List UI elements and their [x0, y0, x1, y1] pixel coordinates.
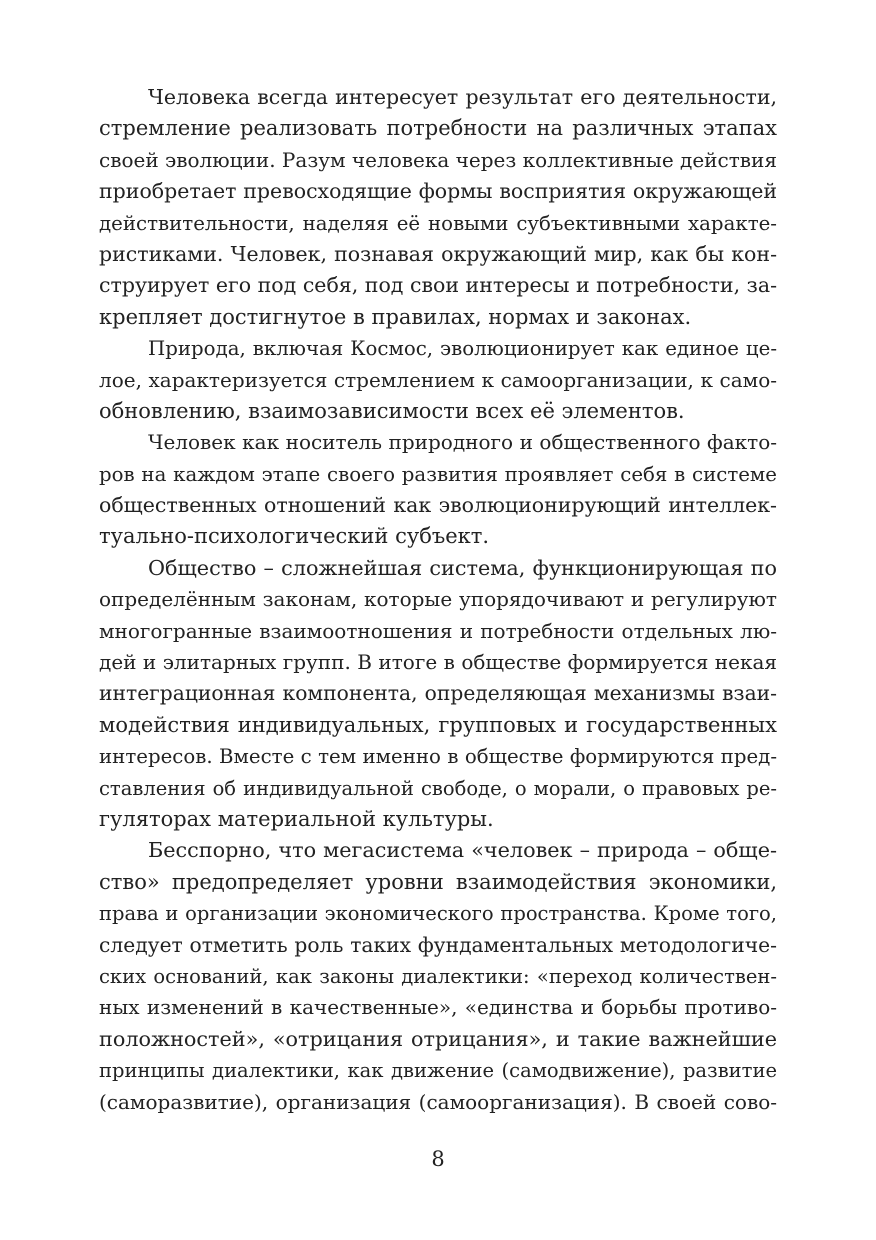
text-line: многогранные взаимоотношения и потребности отдельных лю-: [99, 618, 777, 643]
text-line: общественных отношений как эволюционирующий интеллек-: [99, 493, 777, 518]
text-line: следует отметить роль таких фундаментальных методологиче-: [99, 932, 777, 957]
text-line: дей и элитарных групп. В итоге в обществе формируется некая: [99, 650, 777, 675]
text-line: гуляторах материальной культуры.: [99, 806, 494, 831]
text-line: своей эволюции. Разум человека через коллективные действия: [99, 147, 777, 172]
text-line: обновлению, взаимозависимости всех её элементов.: [99, 398, 685, 423]
text-line: Общество – сложнейшая система, функционирующая по: [148, 555, 777, 580]
text-line: ных изменений в качественные», «единства и борьбы противо-: [99, 995, 777, 1020]
text-line: интересов. Вместе с тем именно в обществе формируются пред-: [99, 745, 777, 769]
text-line: модействия индивидуальных, групповых и государственных: [99, 712, 777, 737]
text-line: ров на каждом этапе своего развития проявляет себя в системе: [99, 462, 777, 486]
text-line: приобретает превосходящие формы восприятия окружающей: [99, 179, 777, 204]
text-line: Человек как носитель природного и общественного факто-: [148, 430, 777, 455]
paragraph: [99, 835, 777, 1118]
text-line: права и организации экономического пространства. Кроме того,: [99, 902, 777, 926]
text-line: ство» предопределяет уровни взаимодействия экономики,: [99, 869, 777, 894]
text-line: стремление реализовать потребности на различных этапах: [99, 116, 777, 141]
page-number: 8: [431, 1147, 445, 1171]
text-line: Бесспорно, что мегасистема «человек – природа – обще-: [148, 838, 777, 863]
text-line: ставления об индивидуальной свободе, о морали, о правовых ре-: [99, 776, 777, 800]
text-line: определённым законам, которые упорядочивают и регулируют: [99, 587, 777, 612]
text-line: ристиками. Человек, познавая окружающий мир, как бы кон-: [99, 241, 777, 266]
text-line: (саморазвитие), организация (самоорганизация). В своей сово-: [99, 1089, 777, 1114]
text-line: лое, характеризуется стремлением к самоорганизации, к само-: [99, 367, 777, 392]
text-line: Человека всегда интересует результат его деятельности,: [148, 85, 777, 109]
text-line: действительности, наделяя её новыми субъективными характе-: [99, 211, 777, 235]
text-line: туально-психологический субъект.: [99, 524, 490, 549]
paragraph: [99, 553, 777, 836]
paragraph: [99, 427, 777, 553]
paragraph: [99, 333, 777, 427]
text-line: положностей», «отрицания отрицания», и такие важнейшие: [99, 1026, 777, 1051]
paragraph: [99, 82, 777, 333]
text-line: интеграционная компонента, определяющая механизмы взаи-: [99, 681, 777, 706]
text-line: принципы диалектики, как движение (самодвижение), развитие: [99, 1059, 777, 1083]
text-line: Природа, включая Космос, эволюционирует как единое це-: [148, 337, 777, 361]
text-line: ских оснований, как законы диалектики: «переход количествен-: [99, 964, 777, 988]
body-text: [99, 82, 777, 1118]
text-line: крепляет достигнутое в правилах, нормах и законах.: [99, 304, 692, 329]
text-line: струирует его под себя, под свои интересы и потребности, за-: [99, 273, 777, 298]
